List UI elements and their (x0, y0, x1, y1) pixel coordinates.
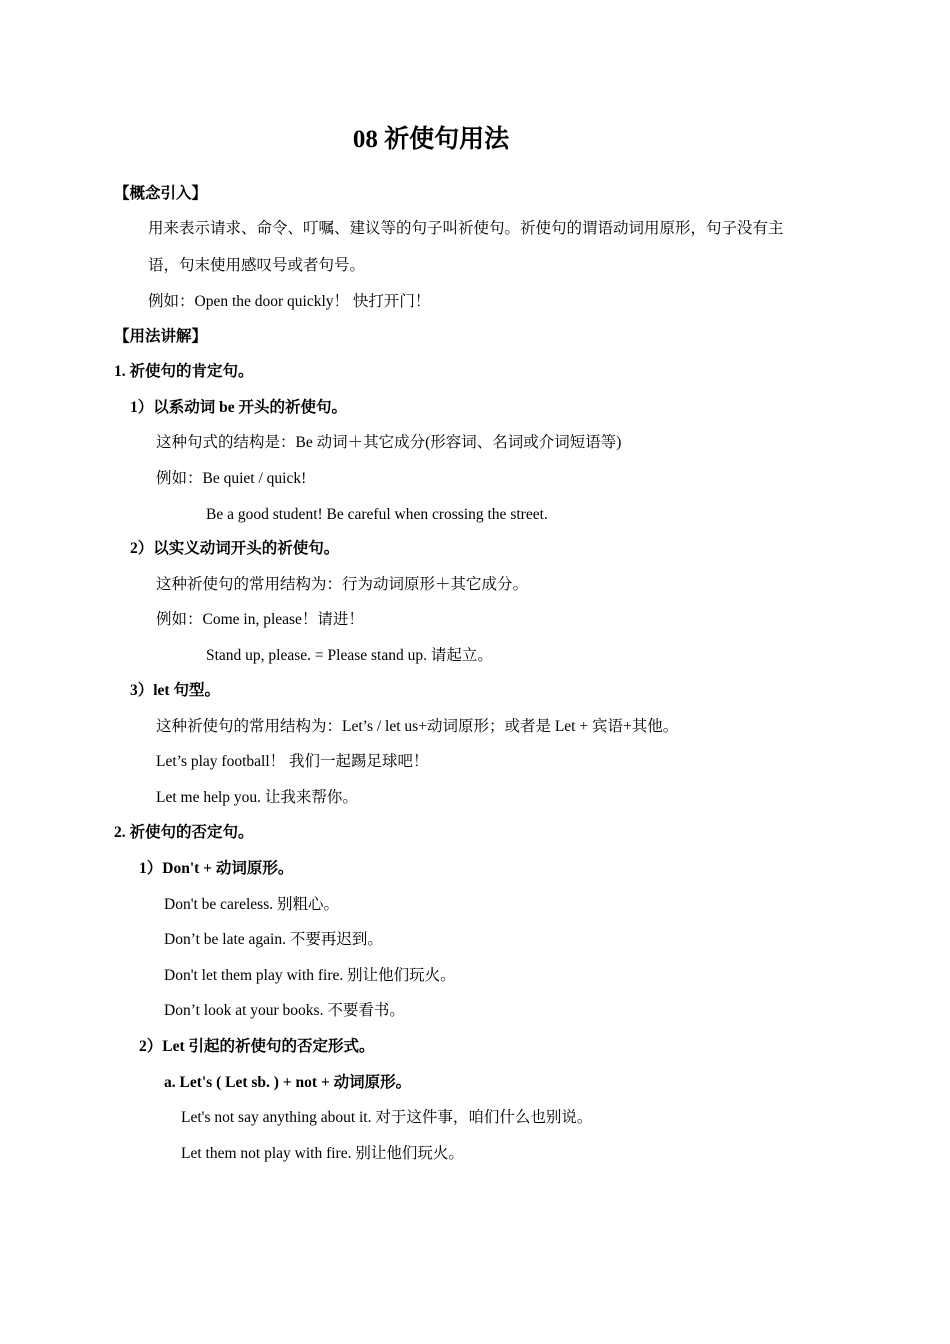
let-negative-sub-a-heading: a. Let's ( Let sb. ) + not + 动词原形。 (164, 1074, 412, 1091)
page-title: 08 祈使句用法 (352, 126, 510, 153)
verb-example1: 例如：Come in, please！请进！ (156, 611, 364, 628)
let-negative-example: Let them not play with fire. 别让他们玩火。 (181, 1145, 464, 1162)
be-structure: 这种句式的结构是：Be 动词＋其它成分(形容词、名词或介词短语等) (156, 434, 622, 451)
verb-heading: 2）以实义动词开头的祈使句。 (130, 540, 340, 557)
let-negative-example: Let's not say anything about it. 对于这件事，咱们什么也别说。 (181, 1109, 593, 1126)
dont-example: Don’t look at your books. 不要看书。 (164, 1002, 405, 1019)
let-negative-heading: 2）Let 引起的祈使句的否定形式。 (139, 1038, 375, 1055)
affirmative-heading: 1. 祈使句的肯定句。 (114, 363, 254, 380)
be-heading: 1）以系动词 be 开头的祈使句。 (130, 399, 348, 416)
dont-example: Don't be careless. 别粗心。 (164, 896, 339, 913)
let-example2: Let me help you. 让我来帮你。 (156, 789, 358, 806)
negative-heading: 2. 祈使句的否定句。 (114, 824, 254, 841)
dont-example: Don’t be late again. 不要再迟到。 (164, 931, 383, 948)
let-structure: 这种祈使句的常用结构为：Let’s / let us+动词原形；或者是 Let + 宾语+其他。 (156, 718, 679, 735)
concept-example: 例如：Open the door quickly！ 快打开门！ (148, 293, 431, 310)
concept-text-line2: 语，句末使用感叹号或者句号。 (148, 257, 366, 274)
usage-heading: 【用法讲解】 (114, 328, 208, 345)
concept-text-line1: 用来表示请求、命令、叮嘱、建议等的句子叫祈使句。祈使句的谓语动词用原形，句子没有主 (148, 220, 784, 237)
let-example1: Let’s play football！ 我们一起踢足球吧！ (156, 753, 429, 770)
be-example2: Be a good student! Be careful when crossing the street. (206, 506, 548, 523)
dont-example: Don't let them play with fire. 别让他们玩火。 (164, 967, 456, 984)
dont-heading: 1）Don't + 动词原形。 (139, 860, 294, 877)
let-heading: 3）let 句型。 (130, 682, 220, 699)
concept-heading: 【概念引入】 (114, 185, 208, 202)
verb-structure: 这种祈使句的常用结构为：行为动词原形＋其它成分。 (156, 576, 529, 593)
be-example1: 例如：Be quiet / quick! (156, 470, 307, 487)
verb-example2: Stand up, please. = Please stand up. 请起立。 (206, 647, 493, 664)
